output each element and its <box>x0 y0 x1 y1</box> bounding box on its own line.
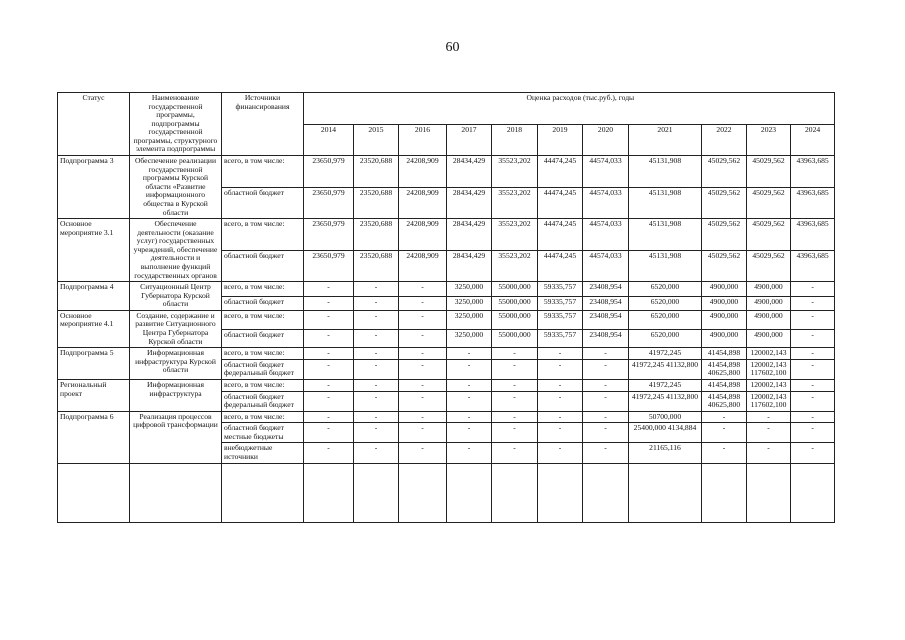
row-source: областной бюджет федеральный бюджет <box>222 391 304 411</box>
value-cell: 45029,562 <box>747 156 791 188</box>
value-cell: 45029,562 <box>747 187 791 219</box>
table-row <box>58 282 835 296</box>
value-cell: 3250,000 <box>447 310 492 329</box>
value-cell: - <box>747 423 791 443</box>
empty-cell <box>747 463 791 522</box>
row-status: Региональный проект <box>58 379 130 411</box>
value-cell: - <box>399 310 447 329</box>
value-cell: - <box>399 391 447 411</box>
header-sources: Источники финансирования <box>222 93 304 156</box>
value-cell: - <box>354 348 399 360</box>
value-cell: - <box>399 329 447 348</box>
budget-table <box>57 92 835 523</box>
value-cell: 35523,202 <box>492 156 538 188</box>
empty-cell <box>702 463 747 522</box>
value-cell: - <box>399 348 447 360</box>
empty-cell <box>354 463 399 522</box>
value-cell: 45131,908 <box>629 219 702 251</box>
value-cell: - <box>492 411 538 423</box>
year-header: 2022 <box>702 124 747 156</box>
empty-row <box>58 463 835 522</box>
value-cell: 41972,245 41132,800 <box>629 359 702 379</box>
value-cell: - <box>447 348 492 360</box>
value-cell: 28434,429 <box>447 156 492 188</box>
value-cell: - <box>492 423 538 443</box>
value-cell: 6520,000 <box>629 310 702 329</box>
value-cell: 41972,245 41132,800 <box>629 391 702 411</box>
value-cell: - <box>447 443 492 463</box>
value-cell: 41454,898 <box>702 348 747 360</box>
value-cell: - <box>354 310 399 329</box>
value-cell: - <box>447 359 492 379</box>
value-cell: - <box>399 296 447 310</box>
value-cell: 25400,000 4134,884 <box>629 423 702 443</box>
table-row <box>58 310 835 329</box>
value-cell: - <box>399 282 447 296</box>
value-cell: - <box>304 348 354 360</box>
value-cell: - <box>354 359 399 379</box>
value-cell: 41454,898 <box>702 379 747 391</box>
row-source: внебюджетные источники <box>222 443 304 463</box>
empty-cell <box>492 463 538 522</box>
row-source: всего, в том числе: <box>222 219 304 251</box>
value-cell: 23650,979 <box>304 156 354 188</box>
value-cell: 23520,688 <box>354 219 399 251</box>
empty-cell <box>304 463 354 522</box>
empty-cell <box>791 463 835 522</box>
value-cell: 6520,000 <box>629 282 702 296</box>
year-header: 2015 <box>354 124 399 156</box>
value-cell: 4900,000 <box>747 282 791 296</box>
table-row <box>58 411 835 423</box>
value-cell: 44574,033 <box>583 250 629 282</box>
value-cell: - <box>304 411 354 423</box>
value-cell: 3250,000 <box>447 296 492 310</box>
value-cell: 4900,000 <box>702 282 747 296</box>
value-cell: 50700,000 <box>629 411 702 423</box>
value-cell: - <box>447 391 492 411</box>
row-status: Подпрограмма 6 <box>58 411 130 463</box>
value-cell: - <box>538 359 583 379</box>
value-cell: 45029,562 <box>747 219 791 251</box>
value-cell: 4900,000 <box>747 310 791 329</box>
value-cell: - <box>354 443 399 463</box>
value-cell: 35523,202 <box>492 187 538 219</box>
row-name: Обеспечение реализации государственной программы Курской области «Развитие информационного общества в Курской области <box>130 156 222 219</box>
value-cell: - <box>702 423 747 443</box>
value-cell: 41972,245 <box>629 348 702 360</box>
value-cell: - <box>304 379 354 391</box>
value-cell: - <box>791 282 835 296</box>
value-cell: 120002,143 <box>747 348 791 360</box>
value-cell: 4900,000 <box>747 296 791 310</box>
value-cell: 45131,908 <box>629 250 702 282</box>
value-cell: 55000,000 <box>492 310 538 329</box>
table-row <box>58 156 835 188</box>
value-cell: - <box>791 348 835 360</box>
value-cell: - <box>583 359 629 379</box>
value-cell: 35523,202 <box>492 250 538 282</box>
value-cell: - <box>791 411 835 423</box>
value-cell: - <box>492 359 538 379</box>
value-cell: - <box>538 411 583 423</box>
value-cell: 45029,562 <box>747 250 791 282</box>
value-cell: - <box>538 379 583 391</box>
value-cell: - <box>583 443 629 463</box>
value-cell: - <box>583 379 629 391</box>
value-cell: 3250,000 <box>447 282 492 296</box>
value-cell: 35523,202 <box>492 219 538 251</box>
row-name: Обеспечение деятельности (оказание услуг) государственных учреждений, обеспечение деятельности и выполнение функций государственных органов <box>130 219 222 282</box>
empty-cell <box>538 463 583 522</box>
page-number: 60 <box>445 40 460 55</box>
value-cell: - <box>447 423 492 443</box>
value-cell: - <box>304 443 354 463</box>
value-cell: 6520,000 <box>629 296 702 310</box>
row-name: Информационная инфраструктура Курской области <box>130 348 222 380</box>
value-cell: 59335,757 <box>538 296 583 310</box>
value-cell: - <box>791 296 835 310</box>
value-cell: 23650,979 <box>304 187 354 219</box>
value-cell: 43963,685 <box>791 187 835 219</box>
value-cell: - <box>791 310 835 329</box>
empty-cell <box>583 463 629 522</box>
row-status: Основное мероприятие 3.1 <box>58 219 130 282</box>
value-cell: 4900,000 <box>702 329 747 348</box>
value-cell: - <box>304 310 354 329</box>
year-header: 2017 <box>447 124 492 156</box>
value-cell: 120002,143 <box>747 379 791 391</box>
value-cell: 24208,909 <box>399 250 447 282</box>
value-cell: - <box>538 348 583 360</box>
row-source: всего, в том числе: <box>222 156 304 188</box>
value-cell: - <box>399 379 447 391</box>
year-header: 2014 <box>304 124 354 156</box>
value-cell: 44574,033 <box>583 187 629 219</box>
value-cell: 6520,000 <box>629 329 702 348</box>
row-source: областной бюджет федеральный бюджет <box>222 359 304 379</box>
row-status: Подпрограмма 4 <box>58 282 130 311</box>
value-cell: 21165,116 <box>629 443 702 463</box>
value-cell: 45131,908 <box>629 156 702 188</box>
value-cell: 44474,245 <box>538 250 583 282</box>
row-status: Подпрограмма 5 <box>58 348 130 380</box>
year-header: 2021 <box>629 124 702 156</box>
value-cell: 23520,688 <box>354 156 399 188</box>
value-cell: - <box>791 423 835 443</box>
value-cell: 23408,954 <box>583 296 629 310</box>
value-cell: - <box>702 411 747 423</box>
value-cell: 44474,245 <box>538 219 583 251</box>
value-cell: - <box>791 391 835 411</box>
header-status: Статус <box>58 93 130 156</box>
value-cell: 3250,000 <box>447 329 492 348</box>
value-cell: - <box>492 443 538 463</box>
year-header: 2024 <box>791 124 835 156</box>
value-cell: - <box>583 411 629 423</box>
value-cell: 43963,685 <box>791 250 835 282</box>
year-header: 2018 <box>492 124 538 156</box>
value-cell: 45029,562 <box>702 219 747 251</box>
value-cell: 59335,757 <box>538 282 583 296</box>
row-name: Создание, содержание и развитие Ситуационного Центра Губернатора Курской области <box>130 310 222 347</box>
value-cell: - <box>354 296 399 310</box>
header-estimate: Оценка расходов (тыс.руб.), годы <box>304 93 835 125</box>
year-header: 2019 <box>538 124 583 156</box>
row-source: всего, в том числе: <box>222 310 304 329</box>
value-cell: 28434,429 <box>447 187 492 219</box>
row-source: областной бюджет <box>222 250 304 282</box>
value-cell: - <box>447 411 492 423</box>
value-cell: - <box>304 423 354 443</box>
value-cell: 55000,000 <box>492 282 538 296</box>
empty-cell <box>222 463 304 522</box>
value-cell: - <box>702 443 747 463</box>
value-cell: - <box>304 329 354 348</box>
empty-cell <box>399 463 447 522</box>
value-cell: 120002,143 117602,100 <box>747 359 791 379</box>
row-source: всего, в том числе: <box>222 282 304 296</box>
value-cell: 43963,685 <box>791 219 835 251</box>
value-cell: - <box>304 282 354 296</box>
value-cell: - <box>354 423 399 443</box>
value-cell: 41454,898 40625,800 <box>702 391 747 411</box>
value-cell: 23520,688 <box>354 187 399 219</box>
value-cell: - <box>304 296 354 310</box>
year-header: 2020 <box>583 124 629 156</box>
row-name: Ситуационный Центр Губернатора Курской области <box>130 282 222 311</box>
value-cell: - <box>583 423 629 443</box>
value-cell: - <box>747 411 791 423</box>
value-cell: - <box>791 443 835 463</box>
value-cell: - <box>354 329 399 348</box>
value-cell: 55000,000 <box>492 329 538 348</box>
row-status: Подпрограмма 3 <box>58 156 130 219</box>
value-cell: 44474,245 <box>538 187 583 219</box>
value-cell: - <box>492 379 538 391</box>
value-cell: - <box>354 282 399 296</box>
row-status: Основное мероприятие 4.1 <box>58 310 130 347</box>
value-cell: - <box>791 359 835 379</box>
value-cell: - <box>354 391 399 411</box>
value-cell: 4900,000 <box>702 296 747 310</box>
value-cell: - <box>492 391 538 411</box>
value-cell: 28434,429 <box>447 219 492 251</box>
year-header: 2016 <box>399 124 447 156</box>
value-cell: 41454,898 40625,800 <box>702 359 747 379</box>
row-source: всего, в том числе: <box>222 411 304 423</box>
table-row <box>58 219 835 251</box>
year-header: 2023 <box>747 124 791 156</box>
value-cell: 41972,245 <box>629 379 702 391</box>
value-cell: 24208,909 <box>399 219 447 251</box>
value-cell: 44574,033 <box>583 219 629 251</box>
value-cell: 23650,979 <box>304 250 354 282</box>
value-cell: 4900,000 <box>702 310 747 329</box>
value-cell: 23408,954 <box>583 329 629 348</box>
value-cell: 24208,909 <box>399 187 447 219</box>
value-cell: 55000,000 <box>492 296 538 310</box>
value-cell: - <box>791 379 835 391</box>
value-cell: - <box>538 391 583 411</box>
value-cell: 23520,688 <box>354 250 399 282</box>
value-cell: - <box>399 443 447 463</box>
row-source: всего, в том числе: <box>222 379 304 391</box>
value-cell: - <box>447 379 492 391</box>
empty-cell <box>130 463 222 522</box>
header-name: Наименование государственной программы, подпрограммы государственной программы, структурного элемента подпрограммы <box>130 93 222 156</box>
value-cell: 45029,562 <box>702 187 747 219</box>
value-cell: - <box>492 348 538 360</box>
value-cell: 45131,908 <box>629 187 702 219</box>
value-cell: 4900,000 <box>747 329 791 348</box>
table-row <box>58 379 835 391</box>
value-cell: - <box>304 359 354 379</box>
row-name: Реализация процессов цифровой трансформации <box>130 411 222 463</box>
value-cell: 44474,245 <box>538 156 583 188</box>
row-source: областной бюджет <box>222 296 304 310</box>
value-cell: 28434,429 <box>447 250 492 282</box>
value-cell: 23408,954 <box>583 282 629 296</box>
value-cell: - <box>747 443 791 463</box>
value-cell: - <box>399 423 447 443</box>
value-cell: 44574,033 <box>583 156 629 188</box>
empty-cell <box>58 463 130 522</box>
value-cell: 43963,685 <box>791 156 835 188</box>
table-row <box>58 348 835 360</box>
row-source: областной бюджет <box>222 187 304 219</box>
empty-cell <box>629 463 702 522</box>
value-cell: 120002,143 117602,100 <box>747 391 791 411</box>
row-source: областной бюджет местные бюджеты <box>222 423 304 443</box>
value-cell: 59335,757 <box>538 310 583 329</box>
value-cell: 23408,954 <box>583 310 629 329</box>
value-cell: - <box>354 379 399 391</box>
value-cell: 24208,909 <box>399 156 447 188</box>
empty-cell <box>447 463 492 522</box>
value-cell: - <box>354 411 399 423</box>
value-cell: 45029,562 <box>702 250 747 282</box>
value-cell: - <box>791 329 835 348</box>
value-cell: - <box>399 411 447 423</box>
value-cell: - <box>399 359 447 379</box>
row-source: областной бюджет <box>222 329 304 348</box>
value-cell: - <box>583 391 629 411</box>
value-cell: - <box>538 423 583 443</box>
value-cell: - <box>538 443 583 463</box>
value-cell: - <box>304 391 354 411</box>
row-source: всего, в том числе: <box>222 348 304 360</box>
row-name: Информационная инфраструктура <box>130 379 222 411</box>
value-cell: 59335,757 <box>538 329 583 348</box>
value-cell: - <box>583 348 629 360</box>
value-cell: 23650,979 <box>304 219 354 251</box>
value-cell: 45029,562 <box>702 156 747 188</box>
